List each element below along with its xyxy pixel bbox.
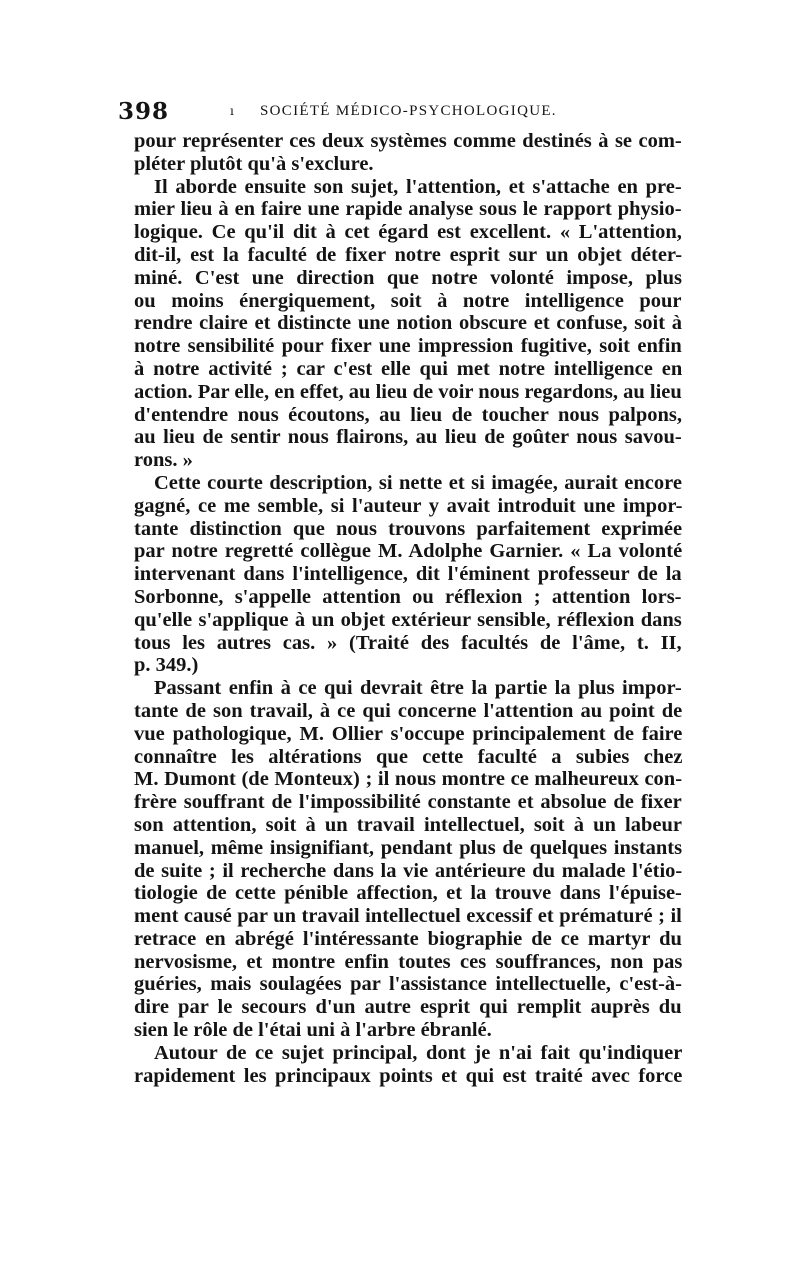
body-text: [134, 130, 682, 1087]
running-head: SOCIÉTÉ MÉDICO-PSYCHOLOGIQUE.: [260, 103, 557, 119]
text-line: à notre activité ; car c'est elle qui met notre intelligence en: [134, 357, 682, 380]
text-line: sien le rôle de l'étai uni à l'arbre ébranlé.: [134, 1019, 492, 1042]
text-line: notre sensibilité pour fixer une impression fugitive, soit enfin: [134, 335, 682, 358]
text-line: rapidement les principaux points et qui est traité avec force: [134, 1064, 682, 1087]
text-line: pléter plutôt qu'à s'exclure.: [134, 152, 374, 175]
text-line: Sorbonne, s'appelle attention ou réflexion ; attention lors-: [134, 585, 682, 608]
text-line: dire par le secours d'un autre esprit qui remplit auprès du: [134, 996, 682, 1019]
text-line: tante de son travail, à ce qui concerne l'attention au point de: [134, 699, 682, 722]
page-header: [118, 98, 688, 124]
text-line: Passant enfin à ce qui devrait être la partie la plus impor-: [154, 677, 682, 700]
text-line: par notre regretté collègue M. Adolphe Garnier. « La volonté: [134, 540, 682, 563]
text-line: frère souffrant de l'impossibilité constante et absolue de fixer: [134, 791, 682, 814]
text-line: dit-il, est la faculté de fixer notre esprit sur un objet déter-: [134, 243, 682, 266]
text-line: au lieu de sentir nous flairons, au lieu de goûter nous savou-: [134, 426, 682, 449]
text-line: rons. »: [134, 449, 193, 472]
text-line: M. Dumont (de Monteux) ; il nous montre ce malheureux con-: [134, 768, 682, 791]
text-line: retrace en abrégé l'intéressante biographie de ce martyr du: [134, 927, 682, 950]
text-line: Cette courte description, si nette et si imagée, aurait encore: [154, 471, 682, 494]
page-number: 398: [118, 98, 170, 125]
text-line: gagné, ce me semble, si l'auteur y avait introduit une impor-: [134, 494, 682, 517]
text-line: manuel, même insignifiant, pendant plus de quelques instants: [134, 836, 682, 859]
text-line: Autour de ce sujet principal, dont je n'ai fait qu'indiquer: [154, 1041, 682, 1064]
text-line: tous les autres cas. » (Traité des facultés de l'âme, t. II,: [134, 631, 682, 654]
text-line: ment causé par un travail intellectuel excessif et prématuré ; il: [134, 905, 682, 928]
text-line: miné. C'est une direction que notre volonté impose, plus: [134, 266, 682, 289]
text-line: qu'elle s'applique à un objet extérieur sensible, réflexion dans: [134, 608, 682, 631]
text-line: nervosisme, et montre enfin toutes ces souffrances, non pas: [134, 950, 682, 973]
text-line: tante distinction que nous trouvons parfaitement exprimée: [134, 517, 682, 540]
header-mark: ı: [230, 104, 234, 118]
text-line: pour représenter ces deux systèmes comme destinés à se com-: [134, 130, 682, 152]
text-line: d'entendre nous écoutons, au lieu de toucher nous palpons,: [134, 403, 682, 426]
text-line: logique. Ce qu'il dit à cet égard est excellent. « L'attention,: [134, 221, 682, 244]
text-line: p. 349.): [134, 654, 199, 677]
text-line: Il aborde ensuite son sujet, l'attention, et s'attache en pre-: [154, 175, 682, 198]
text-line: de suite ; il recherche dans la vie antérieure du malade l'étio-: [134, 859, 682, 882]
text-line: guéries, mais soulagées par l'assistance intellectuelle, c'est-à-: [134, 973, 682, 996]
text-line: intervenant dans l'intelligence, dit l'éminent professeur de la: [134, 563, 682, 586]
text-line: action. Par elle, en effet, au lieu de voir nous regardons, au lieu: [134, 380, 682, 403]
text-line: rendre claire et distincte une notion obscure et confuse, soit à: [134, 312, 682, 335]
text-line: vue pathologique, M. Ollier s'occupe principalement de faire: [134, 722, 682, 745]
text-line: tiologie de cette pénible affection, et la trouve dans l'épuise-: [134, 882, 682, 905]
text-line: mier lieu à en faire une rapide analyse sous le rapport physio-: [134, 198, 682, 221]
text-line: connaître les altérations que cette faculté a subies chez: [134, 745, 682, 768]
text-line: son attention, soit à un travail intellectuel, soit à un labeur: [134, 813, 682, 836]
text-line: ou moins énergiquement, soit à notre intelligence pour: [134, 289, 682, 312]
